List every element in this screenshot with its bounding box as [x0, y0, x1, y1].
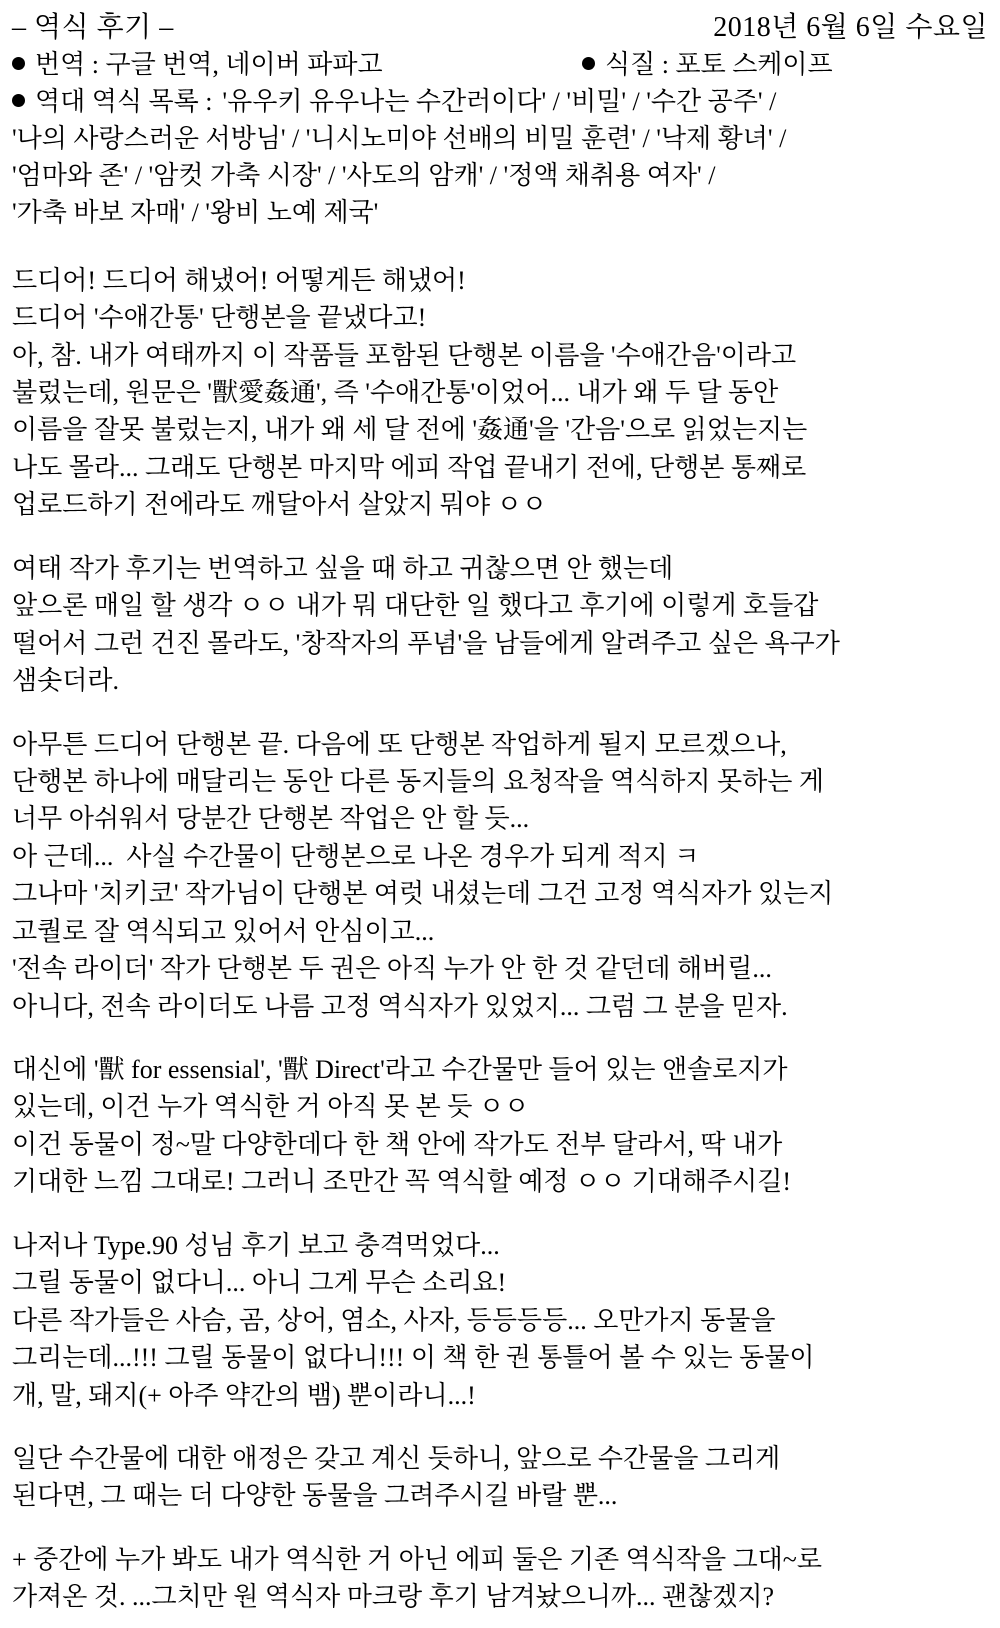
document-date: 2018년 6월 6일 수요일	[713, 12, 988, 43]
paragraph-gap	[12, 700, 988, 726]
paragraph-gap	[12, 1515, 988, 1541]
body-line: 여태 작가 후기는 번역하고 싶을 때 하고 귀찮으면 안 했는데	[12, 553, 674, 583]
archive-list-heading	[12, 84, 988, 121]
body-line: 다른 작가들은 사슴, 곰, 상어, 염소, 사자, 등등등등... 오만가지 동물을	[12, 1305, 776, 1335]
archive-list	[12, 84, 988, 232]
body-line: 아무튼 드디어 단행본 끝. 다음에 또 단행본 작업하게 될지 모르겠으나,	[12, 729, 787, 759]
archive-list-line: '엄마와 존' / '암컷 가축 시장' / '사도의 암캐' / '정액 채취용 여자' /	[12, 160, 716, 190]
body-line: 고퀄로 잘 역식되고 있어서 안심이고...	[12, 916, 435, 946]
body-line: 기대한 느낌 그대로! 그러니 조만간 꼭 역식할 예정 ㅇㅇ 기대해주시길!	[12, 1167, 792, 1197]
typesetting-credit-label: 식질 : 포토 스케이프	[605, 50, 833, 79]
body-line: 개, 말, 돼지(+ 아주 약간의 뱀) 뿐이라니...!	[12, 1380, 476, 1410]
credits-row	[12, 47, 988, 82]
body-line: 떨어서 그런 건진 몰라도, '창작자의 푸념'을 남들에게 알려주고 싶은 욕구가	[12, 628, 840, 658]
body-line: 아 근데... 사실 수간물이 단행본으로 나온 경우가 되게 적지 ㅋ	[12, 841, 700, 871]
bullet-icon	[582, 57, 595, 70]
body-line: 아, 참. 내가 여태까지 이 작품들 포함된 단행본 이름을 '수애간음'이라고	[12, 340, 797, 370]
archive-list-line: '나의 사랑스러운 서방님' / '니시노미야 선배의 비밀 훈련' / '낙제 황녀' /	[12, 124, 787, 153]
paragraph-gap	[12, 1201, 988, 1227]
bullet-icon	[12, 94, 25, 107]
paragraph-gap	[12, 524, 988, 550]
body-line: 불렀는데, 원문은 '獸愛姦通', 즉 '수애간통'이었어... 내가 왜 두 달 동안	[12, 378, 779, 408]
body-line: 이건 동물이 정~말 다양한데다 한 책 안에 작가도 전부 달라서, 딱 내가	[12, 1129, 783, 1159]
paragraph-gap	[12, 1414, 988, 1440]
body-line: 너무 아쉬워서 당분간 단행본 작업은 안 할 듯...	[12, 804, 530, 834]
body-line: 나저나 Type.90 성님 후기 보고 충격먹었다...	[12, 1230, 500, 1260]
afterword-body	[12, 262, 988, 1616]
document-header	[12, 10, 988, 45]
body-line: 그나마 '치키코' 작가님이 단행본 여럿 내셨는데 그건 고정 역식자가 있는지	[12, 879, 834, 909]
body-line: 일단 수간물에 대한 애정은 갖고 계신 듯하니, 앞으로 수간물을 그리게	[12, 1443, 781, 1473]
body-line: 단행본 하나에 매달리는 동안 다른 동지들의 요청작을 역식하지 못하는 게	[12, 766, 824, 796]
body-line: + 중간에 누가 봐도 내가 역식한 거 아닌 에피 둘은 기존 역식작을 그대~로	[12, 1544, 822, 1574]
body-line: 이름을 잘못 불렀는지, 내가 왜 세 달 전에 '姦通'을 '간음'으로 읽었는지는	[12, 415, 808, 445]
body-line: 가져온 것. ...그치만 원 역식자 마크랑 후기 남겨놨으니까... 괜찮겠지?	[12, 1582, 775, 1612]
paragraph-gap	[12, 1025, 988, 1051]
archive-list-line: '가축 바보 자매' / '왕비 노예 제국'	[12, 197, 379, 227]
body-line: 드디어! 드디어 해냈어! 어떻게든 해냈어!	[12, 265, 466, 295]
archive-list-line: '유우키 유우나는 수간러이다' / '비밀' / '수간 공주' /	[222, 87, 777, 117]
body-line: 샘솟더라.	[12, 666, 119, 696]
body-line: '전속 라이더' 작가 단행본 두 권은 아직 누가 안 한 것 같던데 해버릴...	[12, 954, 772, 984]
body-line: 드디어 '수애간통' 단행본을 끝냈다고!	[12, 303, 427, 333]
translation-credit-label: 번역 : 구글 번역, 네이버 파파고	[35, 50, 383, 79]
body-line: 그릴 동물이 없다니... 아니 그게 무슨 소리요!	[12, 1268, 507, 1298]
body-line: 대신에 '獸 for essensial', '獸 Direct'라고 수간물만 들어 있는 앤솔로지가	[12, 1055, 788, 1085]
body-line: 있는데, 이건 누가 역식한 거 아직 못 본 듯 ㅇㅇ	[12, 1092, 530, 1122]
body-line: 나도 몰라... 그래도 단행본 마지막 에피 작업 끝내기 전에, 단행본 통째로	[12, 452, 807, 482]
translation-credit	[12, 47, 582, 82]
bullet-icon	[12, 57, 25, 70]
body-line: 아니다, 전속 라이더도 나름 고정 역식자가 있었지... 그럼 그 분을 믿자.	[12, 991, 788, 1021]
archive-list-label: 역대 역식 목록 :	[35, 87, 213, 117]
page-title: – 역식 후기 –	[12, 12, 174, 43]
body-line: 업로드하기 전에라도 깨달아서 살았지 뭐야 ㅇㅇ	[12, 490, 547, 520]
typesetting-credit	[582, 47, 833, 82]
body-line: 앞으론 매일 할 생각 ㅇㅇ 내가 뭐 대단한 일 했다고 후기에 이렇게 호들갑	[12, 591, 819, 621]
body-line: 그리는데...!!! 그릴 동물이 없다니!!! 이 책 한 권 통틀어 볼 수 있는 동물이	[12, 1343, 815, 1373]
body-line: 된다면, 그 때는 더 다양한 동물을 그려주시길 바랄 뿐...	[12, 1481, 618, 1511]
